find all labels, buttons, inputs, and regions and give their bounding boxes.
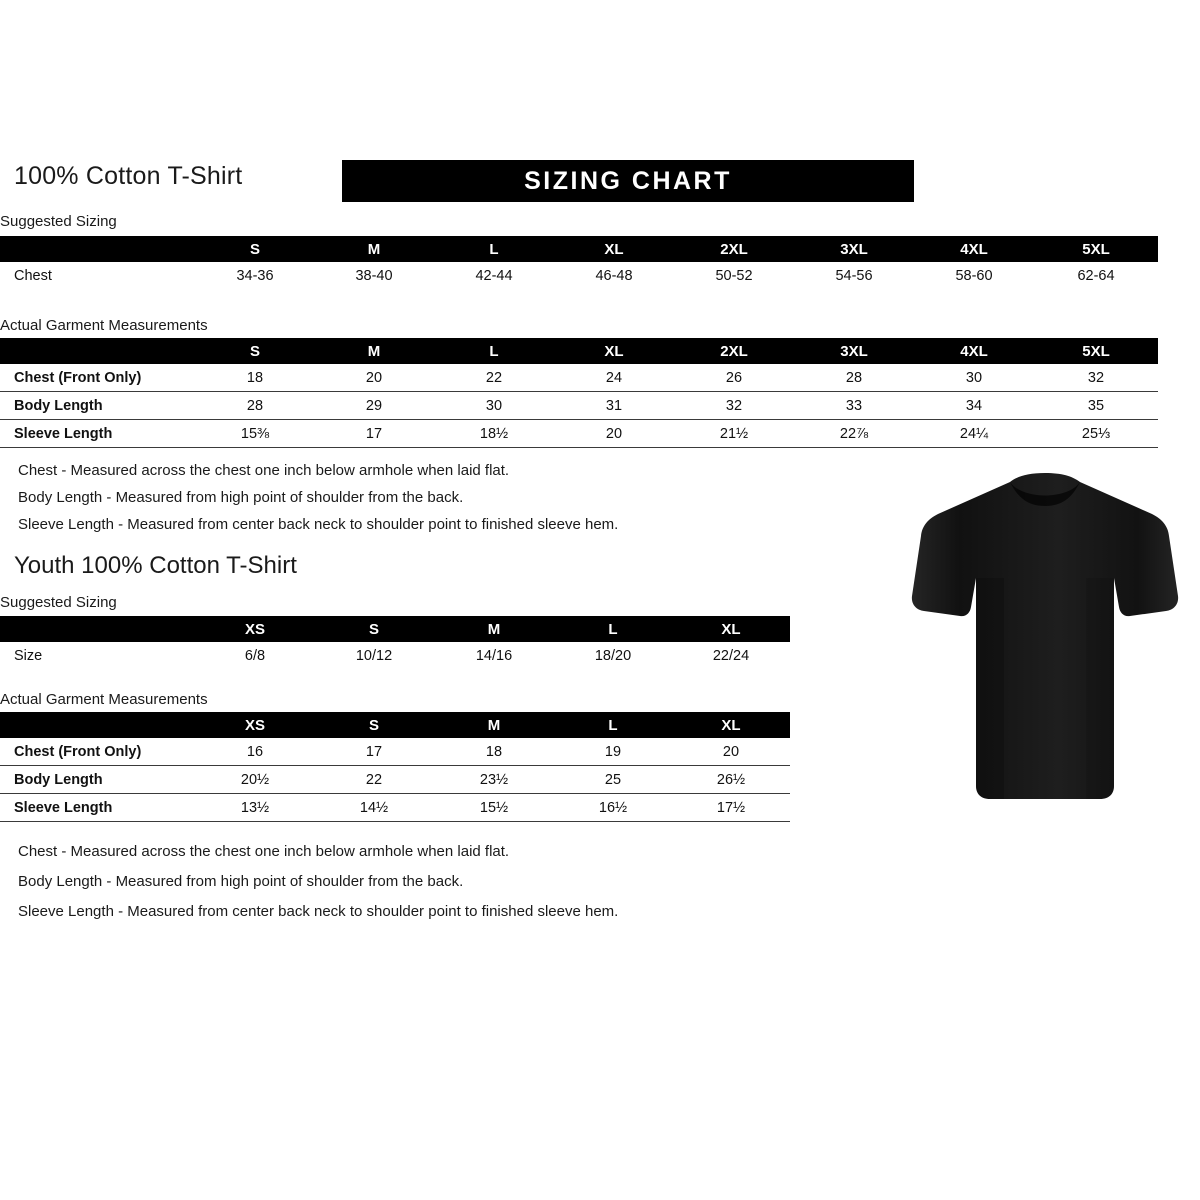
cell-bodylength-m: 23½ [479,771,509,788]
cell-size-s: 10/12 [355,647,393,664]
cell-sleeve-2xl: 21½ [719,425,749,442]
cell-sleeve-xl: 17½ [716,799,746,816]
adult-suggested-table [0,236,1158,289]
adult-actual-corner [0,338,196,364]
cell-bodylength-s: 28 [246,397,264,414]
cell-size-m: 14/16 [475,647,513,664]
row-label-chest-front-only: Chest (Front Only) [14,743,142,760]
cell-size-l: 18/20 [594,647,632,664]
cell-chest-s: 34-36 [236,267,274,284]
table-header-row [0,236,1158,262]
col-header-xs: XS [196,712,314,738]
col-header-5xl: 5XL [1034,236,1158,262]
youth-suggested-label: Suggested Sizing [0,594,117,611]
col-header-s: S [196,236,314,262]
table-header-row [0,616,790,642]
table-row [0,420,1158,448]
row-label-body-length: Body Length [14,397,103,414]
table-header-row [0,338,1158,364]
sizing-chart-banner-label: SIZING CHART [524,167,732,195]
col-header-m: M [434,616,554,642]
cell-chestfront-s: 18 [246,369,264,386]
adult-note-body-length: Body Length - Measured from high point of shoulder from the back. [18,489,464,506]
row-label-sleeve-length: Sleeve Length [14,799,113,816]
cell-sleeve-xl: 20 [605,425,623,442]
youth-actual-table [0,712,790,822]
cell-bodylength-l: 25 [604,771,622,788]
cell-sleeve-3xl: 22⅞ [839,425,869,442]
cell-bodylength-xs: 20½ [240,771,270,788]
table-header-row [0,712,790,738]
table-row [0,262,1158,289]
tshirt-icon [900,470,1190,810]
cell-chestfront-m: 20 [365,369,383,386]
col-header-3xl: 3XL [794,236,914,262]
page-title: 100% Cotton T-Shirt [14,162,243,190]
cell-chest-2xl: 50-52 [715,267,753,284]
col-header-l: L [434,338,554,364]
cell-chestfront-xs: 16 [246,743,264,760]
cell-chestfront-s: 17 [365,743,383,760]
col-header-s: S [314,712,434,738]
cell-chest-l: 42-44 [475,267,513,284]
youth-suggested-table [0,616,790,669]
table-row [0,364,1158,392]
cell-chest-xl: 46-48 [595,267,633,284]
col-header-s: S [314,616,434,642]
table-row [0,738,790,766]
col-header-l: L [554,712,672,738]
cell-sleeve-s: 15⅜ [240,425,270,442]
youth-note-sleeve-length: Sleeve Length - Measured from center back neck to shoulder point to finished sleeve hem. [18,903,619,920]
youth-note-body-length: Body Length - Measured from high point of shoulder from the back. [18,873,464,890]
cell-bodylength-5xl: 35 [1087,397,1105,414]
cell-bodylength-m: 29 [365,397,383,414]
cell-sleeve-l: 16½ [598,799,628,816]
cell-sleeve-4xl: 24¼ [959,425,989,442]
cell-chestfront-3xl: 28 [845,369,863,386]
cell-chestfront-5xl: 32 [1087,369,1105,386]
cell-bodylength-3xl: 33 [845,397,863,414]
cell-bodylength-l: 30 [485,397,503,414]
row-label-sleeve-length: Sleeve Length [14,425,113,442]
row-label-size: Size [14,647,43,664]
adult-suggested-label: Suggested Sizing [0,213,117,230]
cell-chest-3xl: 54-56 [835,267,873,284]
adult-suggested-corner [0,236,196,262]
col-header-5xl: 5XL [1034,338,1158,364]
table-row [0,642,790,669]
col-header-4xl: 4XL [914,236,1034,262]
adult-actual-label: Actual Garment Measurements [0,317,208,334]
cell-bodylength-4xl: 34 [965,397,983,414]
cell-sleeve-xs: 13½ [240,799,270,816]
cell-bodylength-2xl: 32 [725,397,743,414]
col-header-m: M [314,338,434,364]
col-header-m: M [314,236,434,262]
document-header [14,160,1186,204]
cell-chest-m: 38-40 [355,267,393,284]
cell-chestfront-4xl: 30 [965,369,983,386]
col-header-xl: XL [554,236,674,262]
col-header-s: S [196,338,314,364]
col-header-xl: XL [672,616,790,642]
row-label-body-length: Body Length [14,771,103,788]
col-header-4xl: 4XL [914,338,1034,364]
table-row [0,794,790,822]
cell-sleeve-5xl: 25⅓ [1081,425,1111,442]
cell-chestfront-xl: 20 [722,743,740,760]
adult-note-chest: Chest - Measured across the chest one inch below armhole when laid flat. [18,462,510,479]
youth-note-chest: Chest - Measured across the chest one inch below armhole when laid flat. [18,843,510,860]
table-row [0,392,1158,420]
cell-chestfront-m: 18 [485,743,503,760]
adult-actual-table [0,338,1158,448]
cell-sleeve-l: 18½ [479,425,509,442]
col-header-l: L [554,616,672,642]
cell-chestfront-l: 19 [604,743,622,760]
row-label-chest-front-only: Chest (Front Only) [14,369,142,386]
cell-sleeve-m: 17 [365,425,383,442]
cell-chestfront-2xl: 26 [725,369,743,386]
youth-section-title: Youth 100% Cotton T-Shirt [14,552,297,579]
cell-bodylength-s: 22 [365,771,383,788]
cell-sleeve-s: 14½ [359,799,389,816]
row-label-chest: Chest [14,267,52,284]
cell-chestfront-l: 22 [485,369,503,386]
cell-size-xs: 6/8 [244,647,266,664]
cell-size-xl: 22/24 [712,647,750,664]
col-header-xl: XL [672,712,790,738]
sizing-chart-banner [342,160,914,202]
youth-actual-label: Actual Garment Measurements [0,691,208,708]
col-header-xs: XS [196,616,314,642]
cell-bodylength-xl: 26½ [716,771,746,788]
col-header-m: M [434,712,554,738]
col-header-l: L [434,236,554,262]
col-header-2xl: 2XL [674,338,794,364]
cell-bodylength-xl: 31 [605,397,623,414]
col-header-xl: XL [554,338,674,364]
col-header-3xl: 3XL [794,338,914,364]
cell-sleeve-m: 15½ [479,799,509,816]
cell-chestfront-xl: 24 [605,369,623,386]
tshirt-illustration [900,470,1190,810]
adult-note-sleeve-length: Sleeve Length - Measured from center back neck to shoulder point to finished sleeve hem. [18,516,619,533]
cell-chest-5xl: 62-64 [1077,267,1115,284]
youth-actual-corner [0,712,196,738]
youth-suggested-corner [0,616,196,642]
col-header-2xl: 2XL [674,236,794,262]
table-row [0,766,790,794]
cell-chest-4xl: 58-60 [955,267,993,284]
